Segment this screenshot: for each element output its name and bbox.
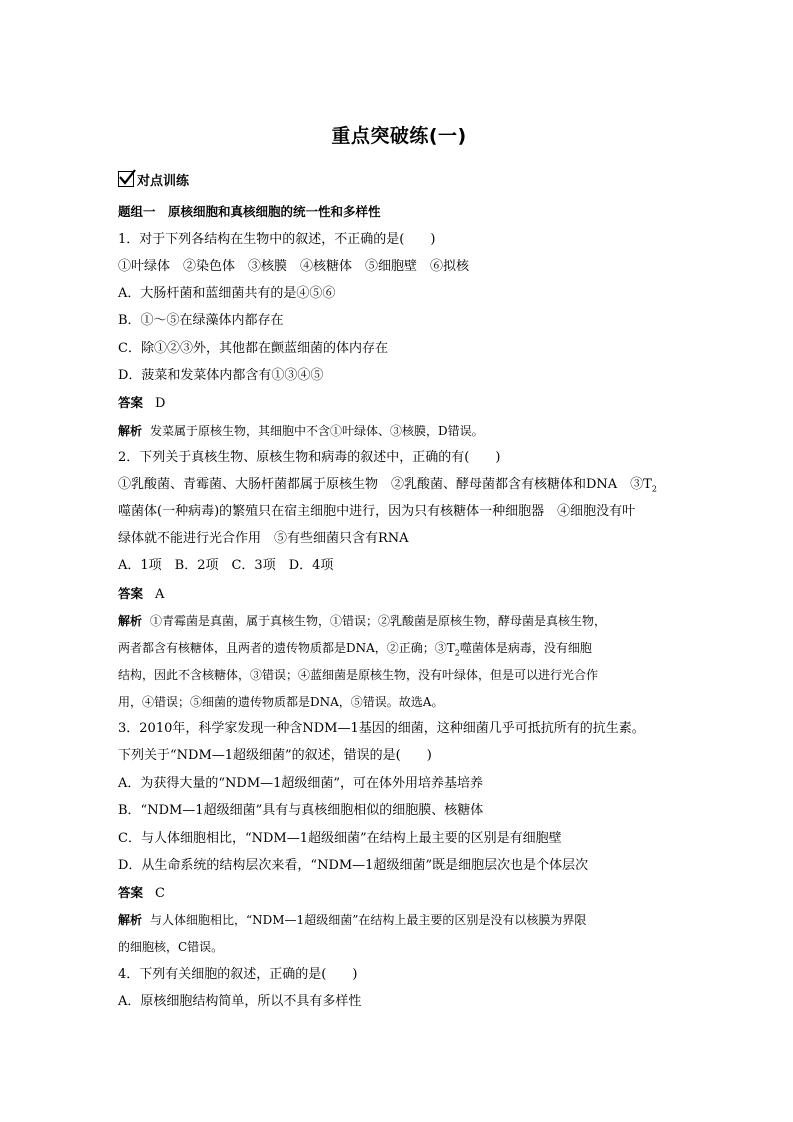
q3-explanation-2: 的细胞核，C错误。 <box>118 940 224 954</box>
q2-explanation-1 <box>118 612 606 630</box>
section-heading <box>118 171 189 191</box>
q1-stem: 1．对于下列各结构在生物中的叙述，不正确的是( ) <box>118 232 436 247</box>
section-label: 对点训练 <box>137 174 190 189</box>
q2-line-1-text: ①乳酸菌、青霉菌、大肠杆菌都属于原核生物 ②乳酸菌、酵母菌都含有核糖体和DNA ③T <box>118 477 652 492</box>
q2-stem: 2．下列关于真核生物、原核生物和病毒的叙述中，正确的有( ) <box>118 450 501 465</box>
page-title: 重点突破练(一) <box>331 125 467 147</box>
q2-line-2: 噬菌体(一种病毒)的繁殖只在宿主细胞中进行，因为只有核糖体一种细胞器 ④细胞没有叶 <box>118 504 636 519</box>
explain-text: 两者都含有核糖体，且两者的遗传物质都是DNA，②正确；③T <box>118 641 455 655</box>
explain-text: 与人体细胞相比，“NDM—1超级细菌”在结构上最主要的区别是没有以核膜为界限 <box>150 913 587 927</box>
group-heading: 题组一 原核细胞和真核细胞的统一性和多样性 <box>118 204 381 219</box>
explain-text: 噬菌体是病毒，没有细胞 <box>459 641 592 655</box>
q4-option-a: A．原核细胞结构简单，所以不具有多样性 <box>118 994 362 1009</box>
q1-option-c: C．除①②③外，其他都在颤蓝细菌的体内存在 <box>118 341 388 356</box>
q3-explanation-1 <box>118 911 586 929</box>
q2-options: A．1项 B．2项 C．3项 D．4项 <box>118 558 334 573</box>
q3-answer <box>118 884 165 903</box>
q3-option-a: A．为获得大量的“NDM—1超级细菌”，可在体外用培养基培养 <box>118 776 484 791</box>
explain-label: 解析 <box>118 913 143 927</box>
q2-line-3: 绿体就不能进行光合作用 ⑤有些细菌只含有RNA <box>118 531 409 546</box>
answer-label: 答案 <box>118 395 144 410</box>
answer-label: 答案 <box>118 586 144 601</box>
checkbox-icon <box>118 171 134 187</box>
q3-option-b: B．“NDM—1超级细菌”具有与真核细胞相似的细胞膜、核糖体 <box>118 803 484 818</box>
explain-label: 解析 <box>118 424 143 438</box>
q2-explanation-4: 用，④错误；⑤细菌的遗传物质都是DNA，⑤错误。故选A。 <box>118 695 444 709</box>
subscript: 2 <box>454 648 460 658</box>
explain-text: 发菜属于原核生物，其细胞中不含①叶绿体、③核膜，D错误。 <box>150 424 484 438</box>
answer-value: D <box>155 396 166 411</box>
q2-answer <box>118 585 164 604</box>
q3-stem-2: 下列关于“NDM—1超级细菌”的叙述，错误的是( ) <box>118 748 432 763</box>
q3-stem-1: 3．2010年，科学家发现一种含NDM—1基因的细菌，这种细菌几乎可抵抗所有的抗生素。 <box>118 721 645 736</box>
q1-answer <box>118 394 165 413</box>
q2-explanation-3: 结构，因此不含核糖体，③错误；④蓝细菌是原核生物，没有叶绿体，但是可以进行光合作 <box>118 668 599 682</box>
explain-label: 解析 <box>118 614 143 628</box>
q1-option-b: B．①～⑤在绿藻体内都存在 <box>118 313 284 328</box>
answer-value: C <box>155 886 165 901</box>
q2-explanation-2 <box>118 639 592 662</box>
q3-option-d: D．从生命系统的结构层次来看，“NDM—1超级细菌”既是细胞层次也是个体层次 <box>118 858 589 873</box>
q1-explanation <box>118 422 484 440</box>
q1-option-a: A．大肠杆菌和蓝细菌共有的是④⑤⑥ <box>118 286 336 301</box>
q4-stem: 4．下列有关细胞的叙述，正确的是( ) <box>118 967 358 982</box>
explain-text: ①青霉菌是真菌，属于真核生物，①错误；②乳酸菌是原核生物，酵母菌是真核生物， <box>150 614 607 628</box>
q1-option-d: D．菠菜和发菜体内都含有①③④⑤ <box>118 368 324 383</box>
q1-items: ①叶绿体 ②染色体 ③核膜 ④核糖体 ⑤细胞壁 ⑥拟核 <box>118 259 470 274</box>
q3-option-c: C．与人体细胞相比，“NDM—1超级细菌”在结构上最主要的区别是有细胞壁 <box>118 831 562 846</box>
answer-value: A <box>155 587 165 602</box>
q2-line-1 <box>118 476 657 499</box>
answer-label: 答案 <box>118 885 144 900</box>
subscript: 2 <box>651 484 657 494</box>
